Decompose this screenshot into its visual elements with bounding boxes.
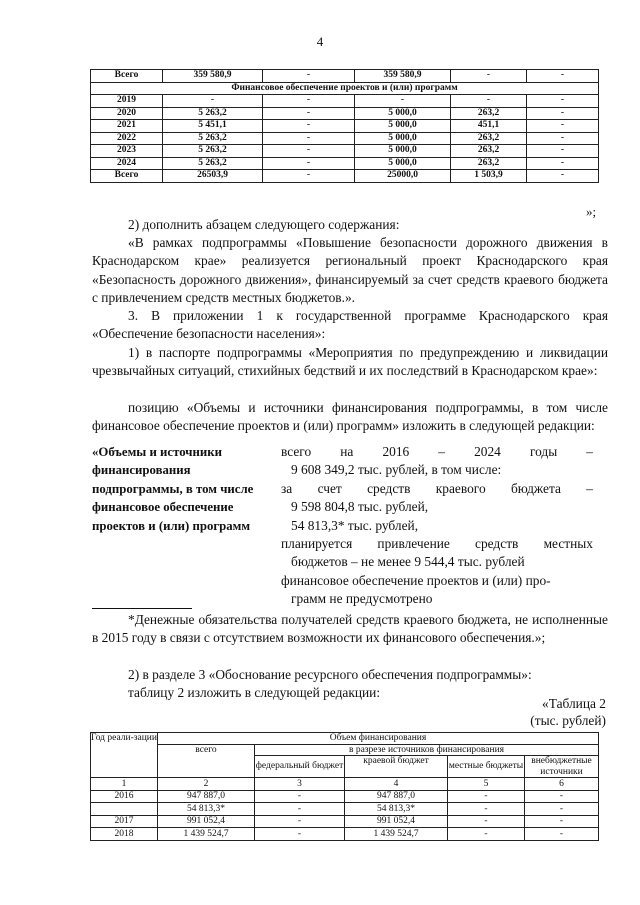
table-header-row xyxy=(91,744,599,756)
table-cell: 947 887,0 xyxy=(345,790,448,803)
header-federal: федеральный бюджет xyxy=(255,756,345,778)
table-cell: - xyxy=(527,95,599,108)
table-row xyxy=(91,170,599,183)
header-local: местные бюджеты xyxy=(448,756,525,778)
passport-word: местных xyxy=(543,536,593,552)
passport-line: 9 598 804,8 тыс. рублей, xyxy=(291,499,429,515)
table-cell: 1 503,9 xyxy=(451,170,527,183)
passport-word: средств xyxy=(475,536,519,552)
resource-table xyxy=(90,732,599,841)
table-cell: - xyxy=(448,828,525,841)
paragraph-amend-2: 2) дополнить абзацем следующего содержания: xyxy=(128,217,400,232)
table-cell: - xyxy=(527,145,599,158)
header-extra: внебюджетные источники xyxy=(525,756,599,778)
page-number: 4 xyxy=(316,34,324,49)
passport-word: – xyxy=(438,444,445,459)
column-number: 3 xyxy=(255,778,345,791)
table-cell: - xyxy=(448,815,525,828)
table-cell: 54 813,3* xyxy=(345,803,448,816)
passport-line: 9 608 349,2 тыс. рублей, в том числе: xyxy=(291,462,502,478)
paragraph-passport-intro: 1) в паспорте подпрограммы «Мероприятия по предупреждению и ликвидации чрезвычайных ситуаций, стихийных бедствий и их последствий в Краснодарском крае»: xyxy=(92,345,608,379)
paragraph-section-3: 2) в разделе 3 «Обоснование ресурсного обеспечения подпрограммы»: xyxy=(128,667,532,682)
table-row xyxy=(91,95,599,108)
table-cell: 991 052,4 xyxy=(158,815,255,828)
table-row xyxy=(91,132,599,145)
paragraph-position-intro: позицию «Объемы и источники финансирования подпрограммы, в том числе финансовое обеспечение проектов и (или) программ» изложить в следующей редакции: xyxy=(92,400,608,434)
table-caption: «Таблица 2 xyxy=(542,696,606,711)
table-cell: 2018 xyxy=(91,828,158,841)
passport-line xyxy=(281,535,593,553)
table-cell: 5 263,2 xyxy=(163,157,263,170)
column-number: 6 xyxy=(525,778,599,791)
funding-table-continuation xyxy=(90,69,599,183)
table-cell: - xyxy=(525,803,599,816)
table-cell: 5 263,2 xyxy=(163,107,263,120)
table-cell: 263,2 xyxy=(451,145,527,158)
passport-word: привлечение xyxy=(377,536,450,552)
passport-word: за xyxy=(281,480,293,496)
passport-line: грамм не предусмотрено xyxy=(291,591,433,607)
table-row xyxy=(91,828,599,841)
table-cell: 5 000,0 xyxy=(355,132,451,145)
table-row xyxy=(91,107,599,120)
table-cell: 359 580,9 xyxy=(355,70,451,83)
table-cell: 263,2 xyxy=(451,157,527,170)
passport-value xyxy=(281,443,593,609)
table-row xyxy=(91,815,599,828)
table-cell: - xyxy=(527,157,599,170)
table-cell: - xyxy=(451,70,527,83)
passport-line: финансовое обеспечение проектов и (или) про- xyxy=(281,572,551,588)
table-cell: 991 052,4 xyxy=(345,815,448,828)
table-cell: 2021 xyxy=(91,120,163,133)
table-cell: 54 813,3* xyxy=(158,803,255,816)
table-cell: 451,1 xyxy=(451,120,527,133)
table-header-row xyxy=(91,733,599,745)
section-label: Финансовое обеспечение проектов и (или) программ xyxy=(91,82,599,95)
column-number: 5 xyxy=(448,778,525,791)
passport-word: на xyxy=(340,444,354,459)
table-cell: - xyxy=(527,120,599,133)
table-section-row xyxy=(91,82,599,95)
passport-word: – xyxy=(586,480,593,496)
table-cell: - xyxy=(525,790,599,803)
table-cell: - xyxy=(263,157,355,170)
table-row xyxy=(91,803,599,816)
table-cell: - xyxy=(448,790,525,803)
table-row xyxy=(91,145,599,158)
passport-label: «Объемы и источники финансирования подпрограммы, в том числе финансовое обеспечение проектов и (или) программ xyxy=(92,445,254,533)
table-cell: - xyxy=(525,828,599,841)
table-cell: - xyxy=(451,95,527,108)
table-cell: - xyxy=(263,107,355,120)
table-cell: 2023 xyxy=(91,145,163,158)
column-number: 1 xyxy=(91,778,158,791)
table-units: (тыс. рублей) xyxy=(530,713,606,728)
paragraph-quoted-addition: «В рамках подпрограммы «Повышение безопасности дорожного движения в Краснодарском крае» реализуется региональный проект Краснодарского края «Безопасность дорожного движения», финансируемый за счет средств краевого бюджета с привлечением средств местных бюджетов.». xyxy=(92,235,608,306)
passport-word: средств xyxy=(367,480,411,496)
table-cell: - xyxy=(263,132,355,145)
passport-word: бюджета xyxy=(510,480,561,496)
table-cell: - xyxy=(255,815,345,828)
table-cell: 263,2 xyxy=(451,107,527,120)
table-cell: 5 000,0 xyxy=(355,145,451,158)
table-cell: 2022 xyxy=(91,132,163,145)
table-cell: 2024 xyxy=(91,157,163,170)
passport-line xyxy=(281,480,593,498)
table-cell: 5 263,2 xyxy=(163,132,263,145)
table-cell: 2019 xyxy=(91,95,163,108)
table-cell xyxy=(91,803,158,816)
footnote: *Денежные обязательства получателей средств краевого бюджета, не исполненные в 2015 году в связи с отсутствием возможности их финансового обеспечения.»; xyxy=(92,612,608,646)
passport-line: бюджетов – не менее 9 544,4 тыс. рублей xyxy=(291,554,525,570)
column-number: 4 xyxy=(345,778,448,791)
table-cell: Всего xyxy=(91,170,163,183)
table-cell: 5 451,1 xyxy=(163,120,263,133)
table-cell: 263,2 xyxy=(451,132,527,145)
header-breakdown: в разрезе источников финансирования xyxy=(255,744,599,756)
table-cell: - xyxy=(255,828,345,841)
table-cell: 26503,9 xyxy=(163,170,263,183)
table-row xyxy=(91,70,599,83)
table-cell: 2016 xyxy=(91,790,158,803)
table-cell: 5 000,0 xyxy=(355,120,451,133)
table-cell: - xyxy=(527,107,599,120)
table-cell: 5 000,0 xyxy=(355,107,451,120)
passport-word: планируется xyxy=(281,536,353,552)
table-cell: 947 887,0 xyxy=(158,790,255,803)
passport-word: всего xyxy=(281,444,312,459)
passport-line: 54 813,3* тыс. рублей, xyxy=(291,517,419,533)
table-cell: 5 263,2 xyxy=(163,145,263,158)
header-volume: Объем финансирования xyxy=(158,733,599,745)
passport-line xyxy=(281,443,593,461)
passport-word: – xyxy=(586,444,593,459)
table-cell: 2020 xyxy=(91,107,163,120)
table-cell: - xyxy=(355,95,451,108)
passport-word: годы xyxy=(529,444,558,459)
table-cell: 1 439 524,7 xyxy=(345,828,448,841)
table-cell: 1 439 524,7 xyxy=(158,828,255,841)
footnote-separator xyxy=(92,608,192,609)
header-regional: краевой бюджет xyxy=(345,756,448,778)
table-cell: - xyxy=(527,70,599,83)
column-number-row xyxy=(91,778,599,791)
header-year: Год реали-зации xyxy=(91,733,158,778)
table-cell: - xyxy=(527,170,599,183)
table-cell: - xyxy=(448,803,525,816)
table-cell: - xyxy=(255,790,345,803)
column-number: 2 xyxy=(158,778,255,791)
table-cell: 5 000,0 xyxy=(355,157,451,170)
table-cell: - xyxy=(263,95,355,108)
passport-word: краевого xyxy=(435,480,486,496)
table-row xyxy=(91,157,599,170)
table-cell: - xyxy=(525,815,599,828)
table-cell: - xyxy=(263,120,355,133)
closing-quote-mark: »; xyxy=(586,204,597,219)
table-cell: - xyxy=(263,70,355,83)
table-cell: 25000,0 xyxy=(355,170,451,183)
table-cell: - xyxy=(527,132,599,145)
passport-word: счет xyxy=(317,480,342,496)
table-cell: - xyxy=(255,803,345,816)
table-cell: - xyxy=(263,145,355,158)
paragraph-amend-3: 3. В приложении 1 к государственной программе Краснодарского края «Обеспечение безопасности населения»: xyxy=(92,308,608,342)
table-cell: 2017 xyxy=(91,815,158,828)
passport-word: 2016 xyxy=(382,444,410,459)
passport-word: 2024 xyxy=(474,444,501,459)
table-row xyxy=(91,120,599,133)
paragraph-table-intro: таблицу 2 изложить в следующей редакции: xyxy=(128,685,381,700)
header-total: всего xyxy=(158,744,255,778)
table-cell: 359 580,9 xyxy=(163,70,263,83)
table-cell: - xyxy=(263,170,355,183)
table-row xyxy=(91,790,599,803)
table-cell: Всего xyxy=(91,70,163,83)
table-cell: - xyxy=(163,95,263,108)
